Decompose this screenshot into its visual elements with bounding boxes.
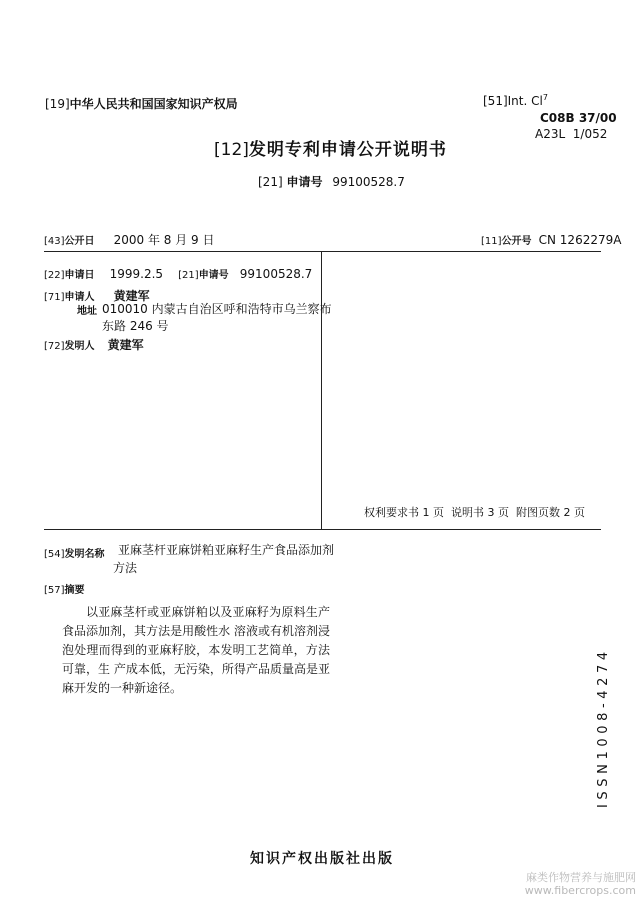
abstract-text: 以亚麻茎杆或亚麻饼粕以及亚麻籽为原料生产食品添加剂，其方法是用酸性水 溶液或有机溶剂浸泡处理而得到的亚麻籽胶，本发明工艺简单，方法可靠，生 产成本低，无污染，所得产品质量高是亚麻开发的一种新途径。: [62, 605, 330, 695]
publisher: 知识产权出版社出版: [250, 851, 394, 867]
publication-date: [43]公开日 2000 年 8 月 9 日: [44, 233, 215, 247]
office-code: [19]: [45, 97, 70, 111]
address-label: 地址: [77, 306, 97, 317]
issn-vertical: ISSN1008-4274: [596, 647, 611, 808]
invention-name-row: [54]发明名称: [44, 549, 105, 560]
publication-number: [11]公开号 CN 1262279A: [481, 233, 622, 247]
class-line-1: C08B 37/00: [540, 111, 617, 125]
page-counts: 权利要求书 1 页 说明书 3 页 附图页数 2 页: [364, 506, 585, 519]
table-bottom-rule: [44, 529, 601, 530]
address-line-1: 010010 内蒙古自治区呼和浩特市乌兰察布: [102, 302, 332, 316]
office-name: [19]中华人民共和国国家知识产权局: [45, 97, 238, 111]
application-number-header: [21] 申请号 99100528.7: [258, 175, 405, 189]
applicant-row: [71]申请人 黄建军: [44, 289, 150, 303]
invention-name-line-1: 亚麻茎杆亚麻饼粕亚麻籽生产食品添加剂: [118, 543, 335, 557]
inventor-row: [72]发明人 黄建军: [44, 338, 144, 352]
class-line-2: A23L 1/052: [535, 127, 608, 141]
address-line-2: 东路 246 号: [102, 319, 169, 333]
table-center-rule: [321, 251, 322, 529]
filing-row: [22]申请日 1999.2.5 [21]申请号 99100528.7: [44, 267, 313, 281]
invention-name-line-2: 方法: [113, 561, 138, 575]
document-title: [12]发明专利申请公开说明书: [214, 140, 447, 160]
doc-type-code: [12]: [214, 140, 249, 160]
int-cl: [51]Int. Cl$^7$: [483, 93, 548, 108]
table-top-rule: [44, 251, 601, 252]
abstract-heading: [57]摘要: [44, 585, 85, 596]
watermark: 麻类作物营养与施肥网 www.fibercrops.com: [524, 871, 636, 897]
